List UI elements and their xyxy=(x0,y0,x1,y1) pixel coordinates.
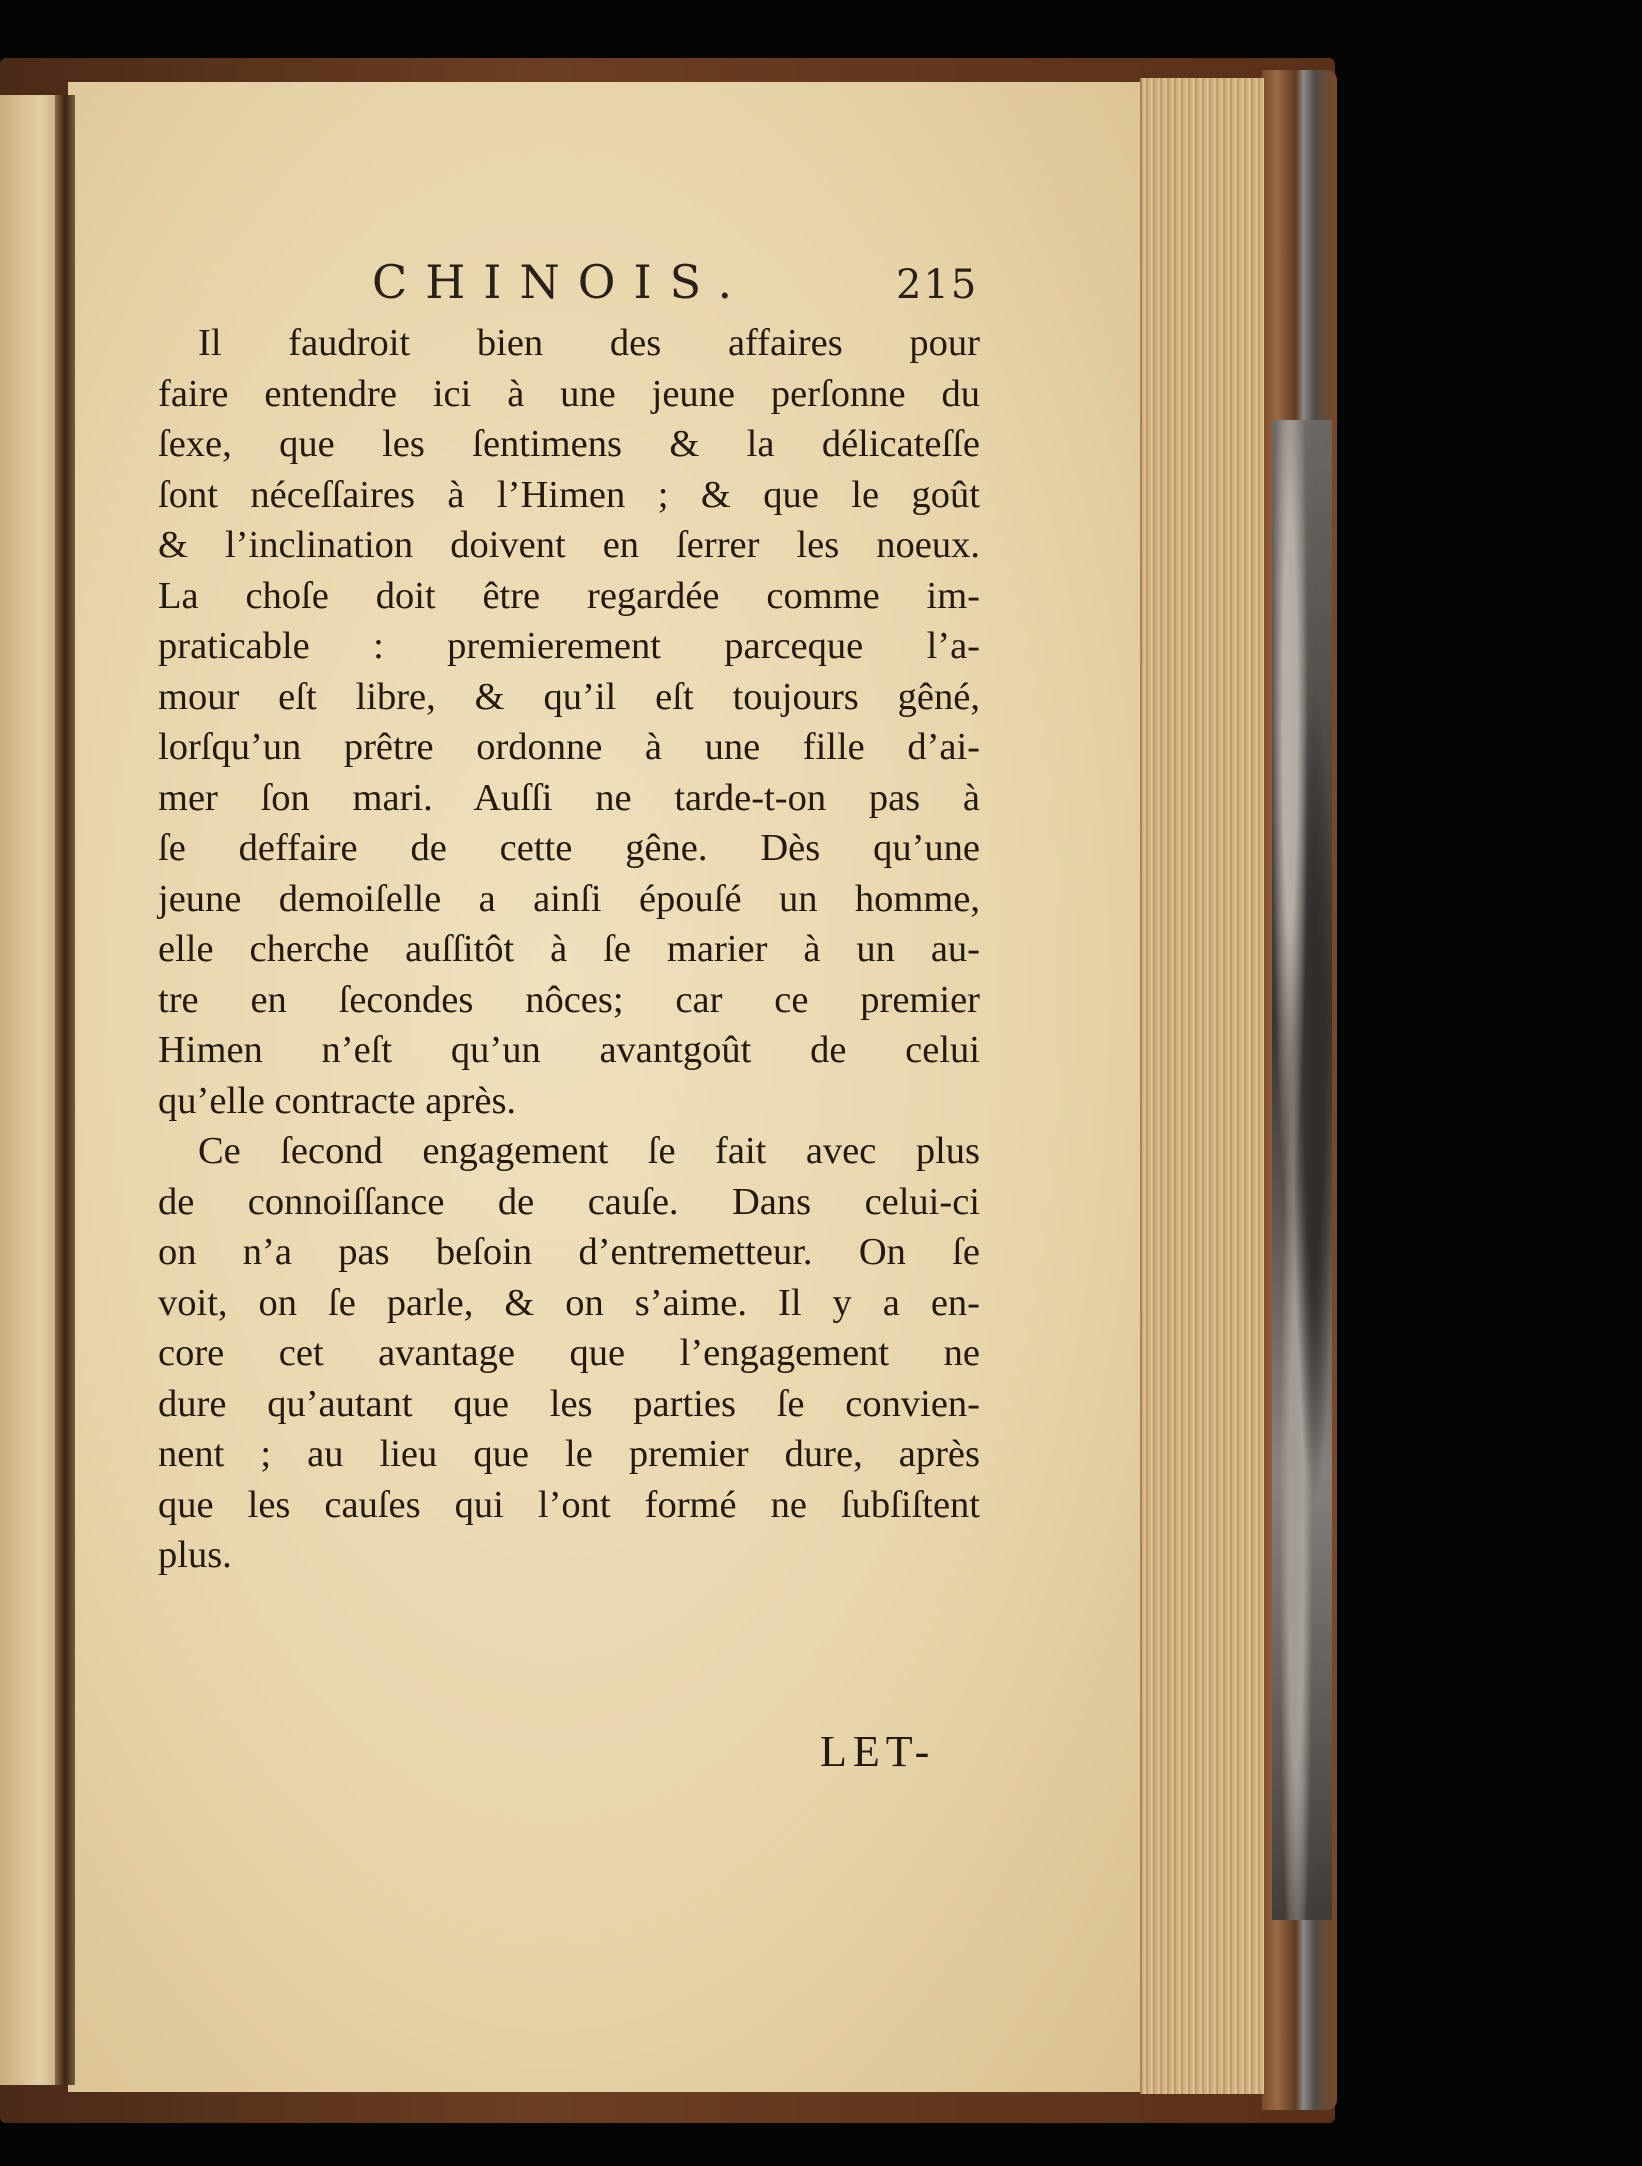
paragraph-2 xyxy=(158,1126,980,1581)
text-line: lorſqu’un prêtre ordonne à une fille d’ai- xyxy=(158,726,980,768)
body-text xyxy=(158,318,980,1581)
text-line: que les cauſes qui l’ont formé ne ſubſiſtent xyxy=(158,1483,980,1526)
text-line: Himen n’eſt qu’un avantgoût de celui xyxy=(158,1029,980,1071)
text-line: ſexe, que les ſentimens & la délicateſſe xyxy=(158,423,980,465)
text-line: on n’a pas beſoin d’entremetteur. On ſe xyxy=(158,1231,980,1273)
text-line: & l’inclination doivent en ſerrer les noeux. xyxy=(158,524,980,566)
text-line: voit, on ſe parle, & on s’aime. Il y a en- xyxy=(158,1281,980,1324)
text-line: dure qu’autant que les parties ſe convien- xyxy=(158,1382,980,1425)
text-line: mour eſt libre, & qu’il eſt toujours gêné, xyxy=(158,675,980,718)
marbled-board xyxy=(1272,420,1332,1920)
book-gutter xyxy=(55,95,75,2085)
text-line: praticable : premierement parceque l’a- xyxy=(158,625,980,667)
text-line: faire entendre ici à une jeune perſonne du xyxy=(158,372,980,415)
text-line: plus. xyxy=(158,1534,232,1576)
text-line: tre en ſecondes nôces; car ce premier xyxy=(158,978,980,1021)
page-number: 215 xyxy=(896,262,979,308)
text-line: de connoiſſance de cauſe. Dans celui-ci xyxy=(158,1180,980,1223)
text-line: jeune demoiſelle a ainſi épouſé un homme, xyxy=(158,877,980,920)
text-line: Il faudroit bien des affaires pour xyxy=(198,322,980,364)
page-fore-edge xyxy=(1140,78,1264,2094)
text-line: elle cherche auſſitôt à ſe marier à un au- xyxy=(158,928,980,970)
text-line: Ce ſecond engagement ſe fait avec plus xyxy=(198,1130,980,1172)
catchword: LET- xyxy=(820,1727,936,1776)
text-line: nent ; au lieu que le premier dure, après xyxy=(158,1433,980,1475)
paragraph-1 xyxy=(158,318,980,1126)
text-line: core cet avantage que l’engagement ne xyxy=(158,1332,980,1374)
text-line: qu’elle contracte après. xyxy=(158,1079,517,1122)
text-line: La choſe doit être regardée comme im- xyxy=(158,574,980,617)
running-head: CHINOIS. xyxy=(372,255,751,309)
text-line: ſe deffaire de cette gêne. Dès qu’une xyxy=(158,827,980,869)
text-line: ſont néceſſaires à l’Himen ; & que le goût xyxy=(158,473,980,516)
text-line: mer ſon mari. Auſſi ne tarde-t-on pas à xyxy=(158,776,980,819)
